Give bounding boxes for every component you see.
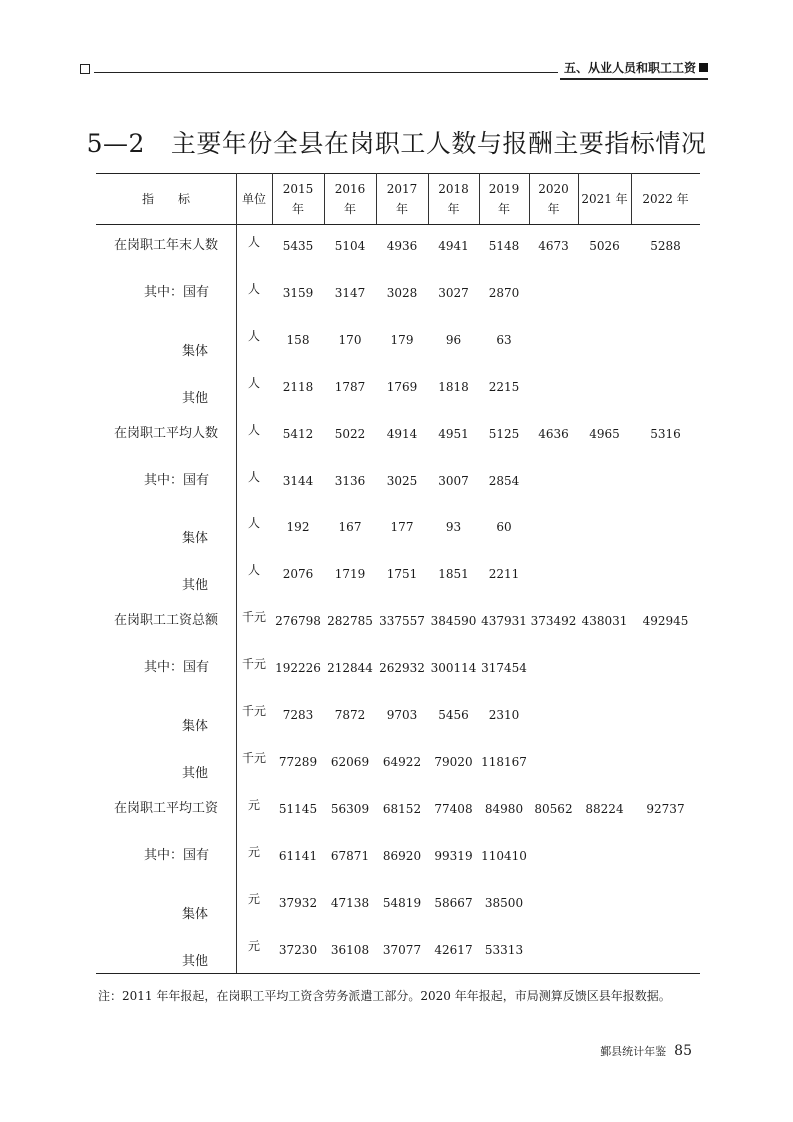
section-title: 五、从业人员和职工工资: [564, 61, 697, 75]
table-cell: 179: [390, 332, 414, 347]
table-cell: 84980: [484, 801, 524, 816]
table-cell: 4936: [386, 239, 418, 253]
header-year: 2020: [538, 182, 569, 196]
table-cell: 1818: [438, 379, 469, 394]
table-cell: 282785: [327, 614, 373, 629]
table-cell: 96: [445, 332, 462, 347]
table-cell: 212844: [327, 661, 373, 676]
table-cell: 5026: [589, 239, 620, 253]
table-cell: 1719: [334, 567, 366, 582]
row-label: 其中：国有: [144, 660, 210, 676]
page-title: [0, 124, 793, 160]
row-label: 集体: [182, 906, 209, 922]
row-unit: 人: [247, 469, 260, 484]
row-unit: 人: [247, 563, 260, 578]
header-year: 2017: [386, 182, 418, 196]
table-cell: 3144: [282, 473, 314, 488]
running-header: [560, 60, 708, 80]
table-cell: 77408: [434, 801, 473, 816]
table-cell: 276798: [275, 614, 321, 629]
table-cell: 5148: [488, 239, 520, 253]
table-cell: 99319: [434, 848, 473, 863]
table-cell: 37077: [382, 942, 422, 957]
table-cell: 92737: [646, 801, 685, 816]
book-name: 鄞县统计年鉴: [600, 1045, 667, 1058]
table-cell: 3136: [334, 473, 366, 488]
table-cell: 5104: [334, 239, 366, 253]
table-cell: 2870: [488, 285, 520, 300]
table-cell: 3147: [334, 285, 366, 300]
table-cell: 3028: [386, 285, 418, 300]
table-cell: 53313: [484, 942, 524, 957]
table-cell: 337557: [379, 614, 425, 629]
header-year: 2015: [282, 182, 314, 196]
table-cell: 118167: [481, 754, 527, 769]
row-unit: 元: [247, 891, 260, 906]
row-label: 其中：国有: [144, 847, 210, 863]
table-cell: 7283: [282, 708, 314, 722]
table-cell: 1769: [386, 379, 418, 394]
header-year: 2019: [488, 182, 520, 196]
header-year-suffix: 年: [395, 202, 408, 216]
table-cell: 373492: [530, 614, 577, 629]
table-cell: 42617: [434, 942, 473, 957]
header-year-suffix: 年: [447, 202, 460, 216]
table-cell: 56309: [330, 801, 370, 816]
table-cell: 37230: [278, 942, 318, 957]
row-label: 集体: [182, 531, 209, 547]
table-cell: 38500: [484, 895, 524, 910]
table-cell: 262932: [379, 661, 425, 676]
table-cell: 60: [496, 520, 512, 535]
header-year-suffix: 年: [291, 202, 304, 216]
table-cell: 86920: [382, 848, 422, 863]
table-top-rule: [96, 173, 700, 174]
header-rule: [94, 72, 558, 73]
table-number: 5—2: [86, 129, 145, 158]
header-year: 2016: [334, 182, 366, 196]
table-cell: 5412: [282, 426, 314, 441]
table-cell: 77289: [278, 754, 318, 769]
table-cell: 9703: [386, 708, 418, 722]
footnote: 注：2011 年年报起，在岗职工平均工资含劳务派遣工部分。2020 年年报起，市局测算反馈区县年报数据。: [98, 989, 671, 1003]
table-cell: 317454: [481, 661, 527, 676]
row-unit: 人: [247, 516, 260, 531]
row-unit: 千元: [241, 750, 266, 765]
table-cell: 68152: [382, 801, 422, 816]
table-cell: 2310: [488, 708, 520, 722]
table-cell: 492945: [642, 614, 689, 629]
row-label: 其中：国有: [144, 284, 210, 300]
table-cell: 37932: [278, 895, 318, 910]
table-cell: 2211: [488, 567, 520, 582]
table-cell: 64922: [382, 754, 422, 769]
row-label: 在岗职工年末人数: [114, 238, 219, 253]
row-unit: 人: [247, 328, 260, 343]
table-cell: 4951: [438, 426, 469, 441]
table-bottom-rule: [96, 973, 700, 974]
row-label: 其他: [182, 390, 209, 406]
table-cell: 47138: [330, 895, 370, 910]
table-cell: 2215: [488, 379, 520, 394]
table-cell: 192: [286, 520, 310, 535]
table-cell: 93: [445, 520, 462, 535]
header-square: [80, 64, 90, 74]
table-cell: 170: [338, 332, 362, 347]
table-cell: 3025: [386, 473, 418, 488]
table-cell: 63: [496, 332, 512, 347]
row-label: 其他: [182, 953, 209, 969]
table-cell: 3027: [438, 285, 469, 300]
table-cell: 2854: [488, 473, 520, 488]
table-cell: 300114: [430, 661, 477, 676]
table-cell: 110410: [481, 848, 527, 863]
table-cell: 54819: [382, 895, 422, 910]
table-cell: 3007: [438, 473, 469, 488]
table-cell: 1851: [438, 567, 469, 582]
row-label: 在岗职工平均人数: [114, 425, 219, 441]
table-cell: 167: [338, 520, 362, 535]
table-cell: 5316: [650, 426, 681, 441]
header-year-suffix: 年: [547, 202, 560, 216]
header-year: 2022 年: [642, 192, 689, 206]
table-cell: 62069: [330, 754, 370, 769]
row-label: 其中：国有: [144, 472, 210, 488]
header-year: 2018: [438, 182, 469, 196]
row-unit: 人: [247, 375, 260, 390]
table-cell: 2076: [282, 567, 314, 582]
row-unit: 人: [247, 422, 260, 437]
table-cell: 5288: [650, 239, 681, 253]
table-cell: 5456: [438, 708, 469, 722]
table-cell: 36108: [330, 942, 370, 957]
table-header-rule: [96, 224, 700, 225]
table-cell: 61141: [278, 848, 318, 863]
row-unit: 元: [247, 938, 260, 953]
row-unit: 千元: [241, 610, 266, 625]
row-unit: 人: [247, 235, 260, 249]
table-cell: 1787: [334, 379, 366, 394]
table-cell: 4965: [589, 426, 620, 441]
table-cell: 58667: [434, 895, 473, 910]
table-cell: 438031: [581, 614, 628, 629]
square-mark-icon: [699, 63, 708, 72]
row-label: 其他: [182, 578, 209, 594]
table-cell: 384590: [430, 614, 477, 629]
table-cell: 5022: [334, 426, 366, 441]
row-label: 集体: [182, 719, 209, 734]
table-cell: 437931: [481, 614, 527, 629]
row-unit: 人: [247, 281, 260, 296]
row-label: 集体: [182, 343, 209, 359]
row-unit: 千元: [241, 657, 266, 672]
table-cell: 4941: [438, 239, 469, 253]
table-cell: 51145: [278, 801, 318, 816]
table-cell: 7872: [334, 708, 366, 722]
header-indicator: 指 标: [141, 192, 190, 206]
table-cell: 80562: [534, 801, 573, 816]
table-cell: 67871: [330, 848, 370, 863]
header-year-suffix: 年: [497, 202, 510, 216]
table-cell: 2118: [282, 379, 314, 394]
row-label: 在岗职工平均工资: [114, 800, 219, 816]
table-cell: 4673: [538, 239, 569, 253]
row-unit: 千元: [241, 704, 266, 718]
row-unit: 元: [247, 797, 260, 812]
header-year: 2021 年: [581, 192, 628, 206]
table-cell: 88224: [585, 801, 624, 816]
page-number: 85: [674, 1043, 692, 1059]
row-label: 在岗职工工资总额: [114, 613, 219, 629]
header-year-suffix: 年: [343, 202, 356, 216]
page-footer: [600, 1043, 692, 1059]
row-label: 其他: [182, 765, 209, 781]
table-cell: 192226: [275, 661, 321, 676]
row-unit: 元: [247, 844, 260, 859]
header-unit: 单位: [241, 192, 266, 206]
table-cell: 5125: [488, 426, 520, 441]
table-cell: 177: [390, 520, 414, 535]
table-cell: 4636: [538, 426, 569, 441]
table-cell: 5435: [282, 239, 314, 253]
table-cell: 158: [286, 332, 310, 347]
table-cell: 1751: [386, 567, 418, 582]
table-cell: 4914: [386, 426, 418, 441]
table-cell: 79020: [434, 754, 473, 769]
table-title: 主要年份全县在岗职工人数与报酬主要指标情况: [170, 129, 707, 158]
table-cell: 3159: [282, 285, 314, 300]
